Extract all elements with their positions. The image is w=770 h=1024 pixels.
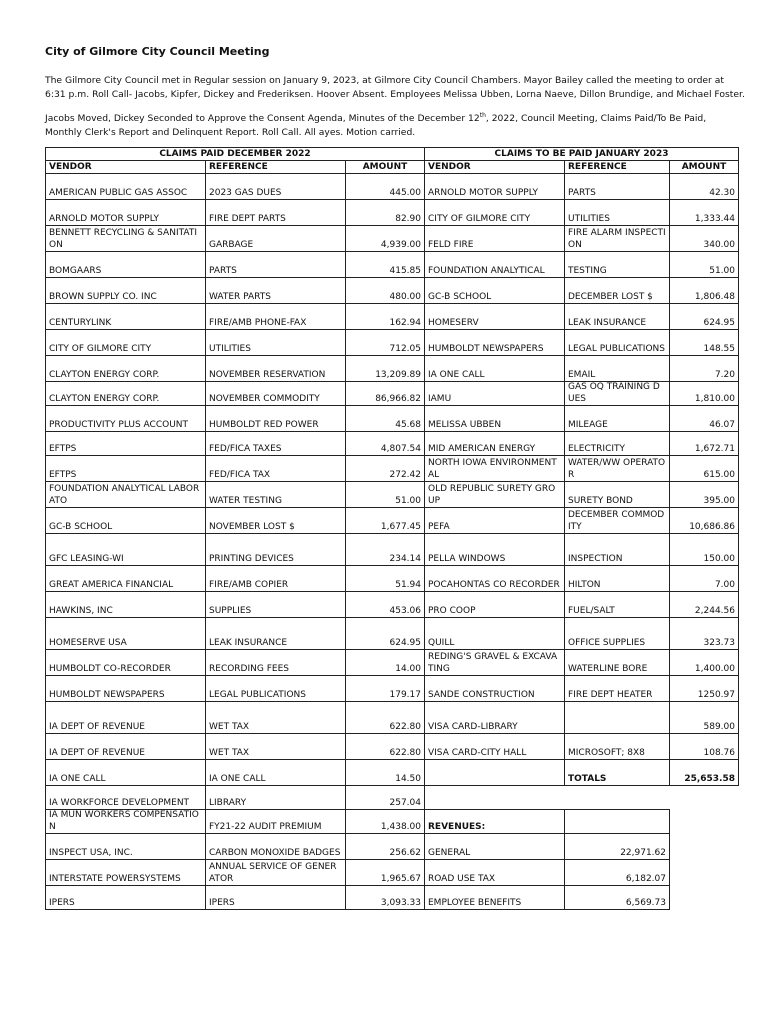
claim-reference-cell: FIRE DEPT HEATER [565,676,670,702]
claim-amount-cell: 624.95 [346,618,425,650]
table-row [46,382,739,406]
claim-reference-cell: RECORDING FEES [206,650,346,676]
table-row [46,676,739,702]
claim-vendor-cell: IA ONE CALL [46,760,206,786]
claim-reference-cell: FED/FICA TAXES [206,432,346,456]
claim-amount-cell: 445.00 [346,174,425,200]
claim-amount-cell: 234.14 [346,534,425,566]
claim-reference-cell: SUPPLIES [206,592,346,618]
claim-amount-cell: 1,806.48 [670,278,739,304]
claim-amount-cell: 395.00 [670,482,739,508]
claim-amount-cell: 150.00 [670,534,739,566]
claim-reference-cell: HUMBOLDT RED POWER [206,406,346,432]
document-page [45,45,745,910]
page-title: City of Gilmore City Council Meeting [45,45,270,58]
claim-reference-cell: DECEMBER LOST $ [565,278,670,304]
column-header-amount: AMOUNT [670,161,739,174]
intro-paragraph: The Gilmore City Council met in Regular session on January 9, 2023, at Gilmore City Council Chambers. Mayor Bailey called the meeting to order at 6:31 p.m. Roll Call- Jacobs, Kipfer, Dickey and Frederiksen. Hoover Absent. Employees Melissa Ubben, Lorna Naeve, Dillon Brundige, and Michael Foster. [45,75,745,100]
claim-amount-cell: 615.00 [670,456,739,482]
claim-vendor-cell: CITY OF GILMORE CITY [46,330,206,356]
claim-vendor-cell: BENNETT RECYCLING & SANITATION [46,226,206,252]
claim-amount-cell: 45.68 [346,406,425,432]
claim-vendor-cell: VISA CARD-LIBRARY [425,702,565,734]
claim-vendor-cell: IAMU [425,382,565,406]
claim-amount-cell: 712.05 [346,330,425,356]
claim-vendor-cell: PEFA [425,508,565,534]
claim-reference-cell: IA ONE CALL [206,760,346,786]
revenues-blank-cell [565,810,670,834]
table-row [46,304,739,330]
claim-amount-cell: 86,966.82 [346,382,425,406]
claim-vendor-cell: GREAT AMERICA FINANCIAL [46,566,206,592]
table-row [46,786,739,810]
revenue-name-cell: GENERAL [425,834,565,860]
table-row [46,860,739,886]
claim-amount-cell: 1,965.67 [346,860,425,886]
table-row [46,200,739,226]
claim-vendor-cell: HOMESERV [425,304,565,330]
claim-vendor-cell: HUMBOLDT NEWSPAPERS [46,676,206,702]
claim-reference-cell: UTILITIES [565,200,670,226]
claim-reference-cell: LEGAL PUBLICATIONS [565,330,670,356]
claim-amount-cell: 7.20 [670,356,739,382]
claim-vendor-cell: FOUNDATION ANALYTICAL [425,252,565,278]
totals-blank-cell [425,760,565,786]
claim-vendor-cell: ARNOLD MOTOR SUPPLY [425,174,565,200]
claim-amount-cell: 14.50 [346,760,425,786]
claim-reference-cell: FIRE DEPT PARTS [206,200,346,226]
claim-amount-cell: 415.85 [346,252,425,278]
claim-vendor-cell: BROWN SUPPLY CO. INC [46,278,206,304]
empty-cell [425,786,739,810]
column-header-vendor: VENDOR [46,161,206,174]
claim-vendor-cell: AMERICAN PUBLIC GAS ASSOC [46,174,206,200]
revenue-amount-cell: 22,971.62 [565,834,670,860]
claim-vendor-cell: HUMBOLDT NEWSPAPERS [425,330,565,356]
claim-reference-cell: UTILITIES [206,330,346,356]
claim-reference-cell: GAS OQ TRAINING DUES [565,382,670,406]
revenue-name-cell: EMPLOYEE BENEFITS [425,886,565,910]
empty-cell [670,810,739,834]
table-row [46,618,739,650]
claim-reference-cell: PRINTING DEVICES [206,534,346,566]
claims-table-body [46,174,739,910]
claim-vendor-cell: GFC LEASING-WI [46,534,206,566]
claim-reference-cell: CARBON MONOXIDE BADGES [206,834,346,860]
claim-reference-cell: FIRE/AMB PHONE-FAX [206,304,346,330]
claim-amount-cell: 1,810.00 [670,382,739,406]
table-row [46,432,739,456]
claim-amount-cell: 13,209.89 [346,356,425,382]
motion-text-before: Jacobs Moved, Dickey Seconded to Approve the Consent Agenda, Minutes of the December 12 [45,113,480,125]
claim-vendor-cell: INSPECT USA, INC. [46,834,206,860]
claim-vendor-cell: MID AMERICAN ENERGY [425,432,565,456]
claim-vendor-cell: IA MUN WORKERS COMPENSATION [46,810,206,834]
right-table-header: CLAIMS TO BE PAID JANUARY 2023 [425,148,739,161]
table-row [46,592,739,618]
claim-amount-cell: 51.94 [346,566,425,592]
table-row [46,650,739,676]
claim-reference-cell: FED/FICA TAX [206,456,346,482]
claim-amount-cell: 1,333.44 [670,200,739,226]
motion-paragraph [45,109,745,139]
claim-amount-cell: 256.62 [346,834,425,860]
claim-amount-cell: 622.80 [346,734,425,760]
claim-reference-cell: WATER TESTING [206,482,346,508]
table-row [46,566,739,592]
table-row [46,508,739,534]
column-header-reference: REFERENCE [206,161,346,174]
claim-vendor-cell: QUILL [425,618,565,650]
table-row [46,810,739,834]
claim-reference-cell: OFFICE SUPPLIES [565,618,670,650]
claim-reference-cell: PARTS [565,174,670,200]
table-row [46,482,739,508]
claim-reference-cell: DECEMBER COMMODITY [565,508,670,534]
claim-amount-cell: 14.00 [346,650,425,676]
empty-cell [670,834,739,860]
claim-amount-cell: 108.76 [670,734,739,760]
claim-amount-cell: 179.17 [346,676,425,702]
claim-reference-cell: NOVEMBER COMMODITY [206,382,346,406]
claim-amount-cell: 340.00 [670,226,739,252]
table-row [46,760,739,786]
claim-amount-cell: 4,807.54 [346,432,425,456]
claim-vendor-cell: FELD FIRE [425,226,565,252]
table-row [46,734,739,760]
claim-reference-cell: NOVEMBER RESERVATION [206,356,346,382]
claim-vendor-cell: HOMESERVE USA [46,618,206,650]
claim-amount-cell: 51.00 [346,482,425,508]
claim-vendor-cell: PELLA WINDOWS [425,534,565,566]
claim-reference-cell: FIRE/AMB COPIER [206,566,346,592]
table-row [46,886,739,910]
claim-reference-cell: LEGAL PUBLICATIONS [206,676,346,702]
claim-vendor-cell: CITY OF GILMORE CITY [425,200,565,226]
claim-reference-cell: WATERLINE BORE [565,650,670,676]
claim-vendor-cell: GC-B SCHOOL [46,508,206,534]
claim-vendor-cell: CLAYTON ENERGY CORP. [46,356,206,382]
table-column-header-row [46,161,739,174]
claim-vendor-cell: BOMGAARS [46,252,206,278]
claim-amount-cell: 3,093.33 [346,886,425,910]
revenue-amount-cell: 6,569.73 [565,886,670,910]
table-row [46,278,739,304]
empty-cell [670,860,739,886]
claim-reference-cell: WATER PARTS [206,278,346,304]
claim-vendor-cell: IPERS [46,886,206,910]
column-header-reference: REFERENCE [565,161,670,174]
claim-amount-cell: 4,939.00 [346,226,425,252]
claim-reference-cell: LEAK INSURANCE [565,304,670,330]
claim-vendor-cell: HAWKINS, INC [46,592,206,618]
claim-reference-cell: EMAIL [565,356,670,382]
claim-vendor-cell: NORTH IOWA ENVIRONMENTAL [425,456,565,482]
claim-amount-cell: 1,672.71 [670,432,739,456]
claim-amount-cell: 10,686.86 [670,508,739,534]
empty-cell [670,886,739,910]
claim-vendor-cell: ARNOLD MOTOR SUPPLY [46,200,206,226]
claim-reference-cell: GARBAGE [206,226,346,252]
table-row [46,356,739,382]
claim-vendor-cell: CLAYTON ENERGY CORP. [46,382,206,406]
claim-reference-cell: WET TAX [206,702,346,734]
claim-reference-cell: NOVEMBER LOST $ [206,508,346,534]
claim-reference-cell: FY21-22 AUDIT PREMIUM [206,810,346,834]
claim-vendor-cell: EFTPS [46,432,206,456]
totals-label: TOTALS [565,760,670,786]
table-row [46,834,739,860]
table-row [46,252,739,278]
claim-amount-cell: 589.00 [670,702,739,734]
claim-reference-cell: WET TAX [206,734,346,760]
claim-amount-cell: 1250.97 [670,676,739,702]
claim-amount-cell: 1,677.45 [346,508,425,534]
table-row [46,702,739,734]
claim-amount-cell: 480.00 [346,278,425,304]
claim-reference-cell: SURETY BOND [565,482,670,508]
claim-vendor-cell: IA DEPT OF REVENUE [46,702,206,734]
claim-reference-cell: ELECTRICITY [565,432,670,456]
table-row [46,456,739,482]
claim-amount-cell: 622.80 [346,702,425,734]
claim-amount-cell: 2,244.56 [670,592,739,618]
table-row [46,406,739,432]
claim-vendor-cell: CENTURYLINK [46,304,206,330]
claim-vendor-cell: IA DEPT OF REVENUE [46,734,206,760]
claim-vendor-cell: OLD REPUBLIC SURETY GROUP [425,482,565,508]
claim-amount-cell: 46.07 [670,406,739,432]
claim-reference-cell: 2023 GAS DUES [206,174,346,200]
claim-vendor-cell: IA ONE CALL [425,356,565,382]
table-row [46,534,739,566]
claim-vendor-cell: REDING'S GRAVEL & EXCAVATING [425,650,565,676]
claim-reference-cell: WATER/WW OPERATOR [565,456,670,482]
claim-amount-cell: 257.04 [346,786,425,810]
claim-vendor-cell: VISA CARD-CITY HALL [425,734,565,760]
revenue-amount-cell: 6,182.07 [565,860,670,886]
claim-vendor-cell: POCAHONTAS CO RECORDER [425,566,565,592]
claims-table [45,147,739,910]
claim-amount-cell: 323.73 [670,618,739,650]
claim-vendor-cell: GC-B SCHOOL [425,278,565,304]
claim-reference-cell: LIBRARY [206,786,346,810]
claim-amount-cell: 42.30 [670,174,739,200]
claim-reference-cell: IPERS [206,886,346,910]
table-row [46,174,739,200]
revenues-header: REVENUES: [425,810,565,834]
claim-reference-cell [565,702,670,734]
claim-reference-cell: FUEL/SALT [565,592,670,618]
table-group-header-row [46,148,739,161]
claim-vendor-cell: PRODUCTIVITY PLUS ACCOUNT [46,406,206,432]
claim-amount-cell: 453.06 [346,592,425,618]
motion-superscript: th [479,112,486,119]
claim-reference-cell: MILEAGE [565,406,670,432]
claim-reference-cell: ANNUAL SERVICE OF GENERATOR [206,860,346,886]
claim-amount-cell: 148.55 [670,330,739,356]
claim-reference-cell: INSPECTION [565,534,670,566]
claim-reference-cell: FIRE ALARM INSPECTION [565,226,670,252]
motion-text-after: , 2022, Council Meeting, Claims Paid/To Be Paid, Monthly Clerk's Report and Delinquent Report. Roll Call. All ayes. Motion carried. [45,113,707,138]
claim-vendor-cell: EFTPS [46,456,206,482]
table-row [46,330,739,356]
column-header-vendor: VENDOR [425,161,565,174]
claim-vendor-cell: SANDE CONSTRUCTION [425,676,565,702]
claim-reference-cell: LEAK INSURANCE [206,618,346,650]
claim-vendor-cell: IA WORKFORCE DEVELOPMENT [46,786,206,810]
claim-vendor-cell: FOUNDATION ANALYTICAL LABORATO [46,482,206,508]
table-row [46,226,739,252]
totals-amount: 25,653.58 [670,760,739,786]
claim-amount-cell: 82.90 [346,200,425,226]
claim-amount-cell: 162.94 [346,304,425,330]
claim-vendor-cell: PRO COOP [425,592,565,618]
claim-reference-cell: PARTS [206,252,346,278]
claim-vendor-cell: HUMBOLDT CO-RECORDER [46,650,206,676]
claim-amount-cell: 7.00 [670,566,739,592]
claim-reference-cell: MICROSOFT; 8X8 [565,734,670,760]
column-header-amount: AMOUNT [346,161,425,174]
left-table-header: CLAIMS PAID DECEMBER 2022 [46,148,425,161]
claim-amount-cell: 272.42 [346,456,425,482]
claim-vendor-cell: INTERSTATE POWERSYSTEMS [46,860,206,886]
claim-amount-cell: 624.95 [670,304,739,330]
claim-amount-cell: 1,400.00 [670,650,739,676]
claim-vendor-cell: MELISSA UBBEN [425,406,565,432]
claim-amount-cell: 51.00 [670,252,739,278]
claim-amount-cell: 1,438.00 [346,810,425,834]
claim-reference-cell: TESTING [565,252,670,278]
claim-reference-cell: HILTON [565,566,670,592]
revenue-name-cell: ROAD USE TAX [425,860,565,886]
